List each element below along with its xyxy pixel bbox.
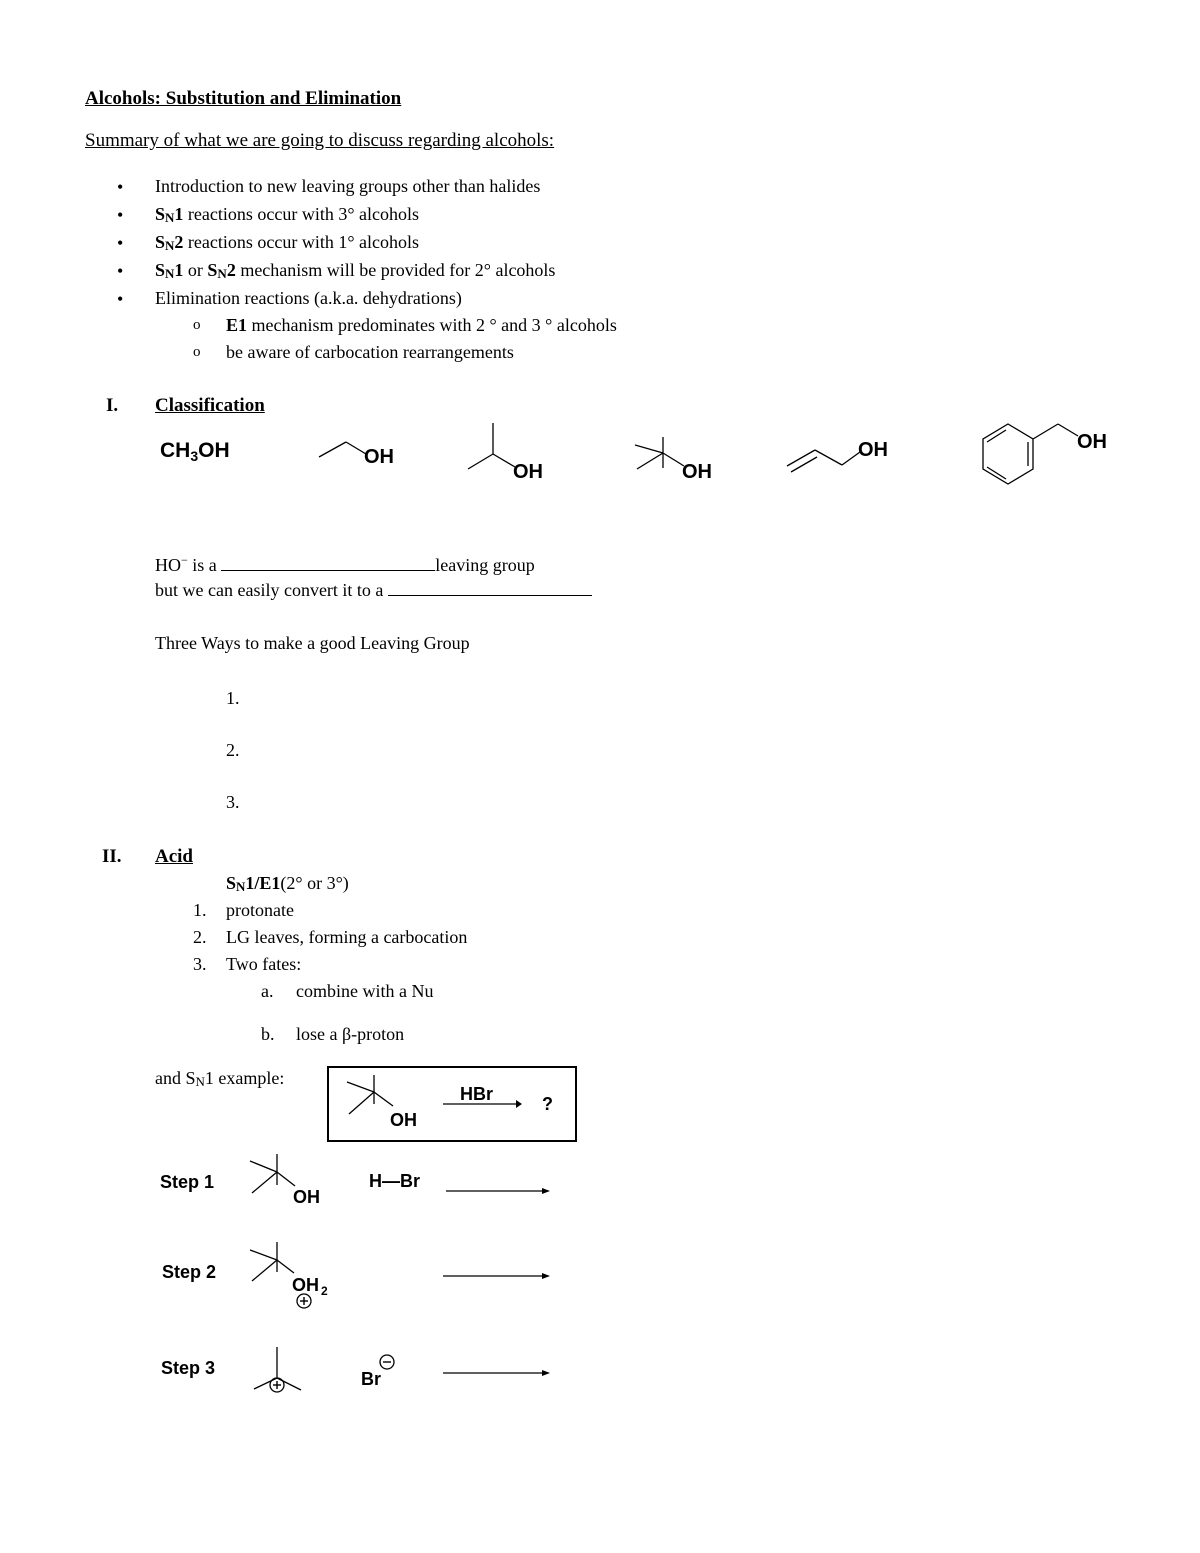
- benzyl-oh: OH: [1077, 431, 1107, 453]
- br-minus-h: [383, 1361, 391, 1362]
- mech-step-num-1: 1.: [193, 900, 207, 920]
- step3-br-ion: Br: [361, 1369, 382, 1389]
- mech-step-text-2: LG leaves, forming a carbocation: [226, 927, 468, 947]
- step1-reagent: H—Br: [369, 1171, 421, 1191]
- three-ways-item-1: 1.: [226, 688, 240, 708]
- mech-step-num-3: 3.: [193, 954, 207, 974]
- three-ways-item-3: 3.: [226, 792, 240, 812]
- fate-letter-a: a.: [261, 981, 274, 1001]
- isopropanol-oh: OH: [513, 461, 543, 483]
- section-2-heading: Acid: [155, 846, 193, 867]
- example-product: ?: [542, 1094, 553, 1114]
- s1-bond-3: [252, 1172, 277, 1193]
- ex-bond-2: [347, 1082, 374, 1092]
- three-ways-heading: Three Ways to make a good Leaving Group: [155, 633, 470, 653]
- bullet-3: •: [117, 233, 124, 253]
- fate-letter-b: b.: [261, 1024, 275, 1044]
- s2-bond-3: [252, 1260, 277, 1281]
- mech-step-text-3: Two fates:: [226, 954, 302, 974]
- tbutanol-oh: OH: [682, 461, 712, 483]
- fate-text-b: lose a β-proton: [296, 1024, 405, 1044]
- ethanol-oh: OH: [364, 446, 394, 468]
- page-title: Alcohols: Substitution and Elimination: [85, 88, 402, 109]
- bullet-4: •: [117, 261, 124, 281]
- step2-arrowhead: [542, 1273, 550, 1279]
- example-label: and SN1 example:: [155, 1068, 285, 1089]
- s1-bond-4: [277, 1172, 295, 1186]
- example-oh: OH: [390, 1110, 417, 1130]
- example-reagent: HBr: [460, 1084, 494, 1104]
- s2-plus-v: [303, 1297, 304, 1305]
- step1-arrowhead: [542, 1188, 550, 1194]
- bullet-1: •: [117, 177, 124, 197]
- sub-bullet-text-1: E1 mechanism predominates with 2 ° and 3 ° alcohols: [226, 315, 617, 335]
- bullet-2: •: [117, 205, 124, 225]
- sub-bullet-text-2: be aware of carbocation rearrangements: [226, 342, 514, 362]
- mechanism-title: SN1/E1(2° or 3°): [226, 873, 349, 894]
- step1-oh: OH: [293, 1187, 320, 1207]
- sub-bullet-marker-2: o: [193, 344, 201, 360]
- section-2-numeral: II.: [102, 846, 122, 867]
- three-ways-item-2: 2.: [226, 740, 240, 760]
- mech-step-text-1: protonate: [226, 900, 294, 920]
- bullet-text-1: Introduction to new leaving groups other than halides: [155, 176, 541, 196]
- leaving-line-1: HO− is a leaving group: [155, 553, 535, 575]
- mech-step-num-2: 2.: [193, 927, 207, 947]
- section-1-numeral: I.: [106, 395, 119, 416]
- step-1-label: Step 1: [160, 1172, 215, 1192]
- allyl-oh: OH: [858, 439, 888, 461]
- sub-bullet-marker-1: o: [193, 317, 201, 333]
- s3-bond-3: [277, 1378, 301, 1390]
- fate-text-a: combine with a Nu: [296, 981, 434, 1001]
- section-1-heading: Classification: [155, 395, 265, 416]
- summary-heading: Summary of what we are going to discuss regarding alcohols:: [85, 130, 555, 151]
- bullet-text-5: Elimination reactions (a.k.a. dehydrations): [155, 288, 462, 308]
- step3-arrowhead: [542, 1370, 550, 1376]
- bullet-5: •: [117, 289, 124, 309]
- s1-bond-2: [250, 1161, 277, 1172]
- s2-bond-2: [250, 1250, 277, 1260]
- s3-plus-v: [276, 1381, 277, 1389]
- leaving-line-2: but we can easily convert it to a: [155, 581, 592, 599]
- ex-bond-3: [349, 1092, 374, 1114]
- ex-bond-4: [374, 1092, 393, 1106]
- step-3-label: Step 3: [161, 1358, 216, 1378]
- step2-oh: OH: [292, 1275, 319, 1295]
- example-arrowhead: [516, 1100, 522, 1108]
- bullet-text-3: SN2 reactions occur with 1° alcohols: [155, 232, 420, 253]
- step2-oh-sub: 2: [321, 1284, 328, 1298]
- bullet-text-2: SN1 reactions occur with 3° alcohols: [155, 204, 420, 225]
- methanol-formula: CH3OH: [160, 439, 230, 464]
- bullet-text-4: SN1 or SN2 mechanism will be provided for 2° alcohols: [155, 260, 556, 281]
- step-2-label: Step 2: [162, 1262, 217, 1282]
- s2-bond-4: [277, 1260, 294, 1273]
